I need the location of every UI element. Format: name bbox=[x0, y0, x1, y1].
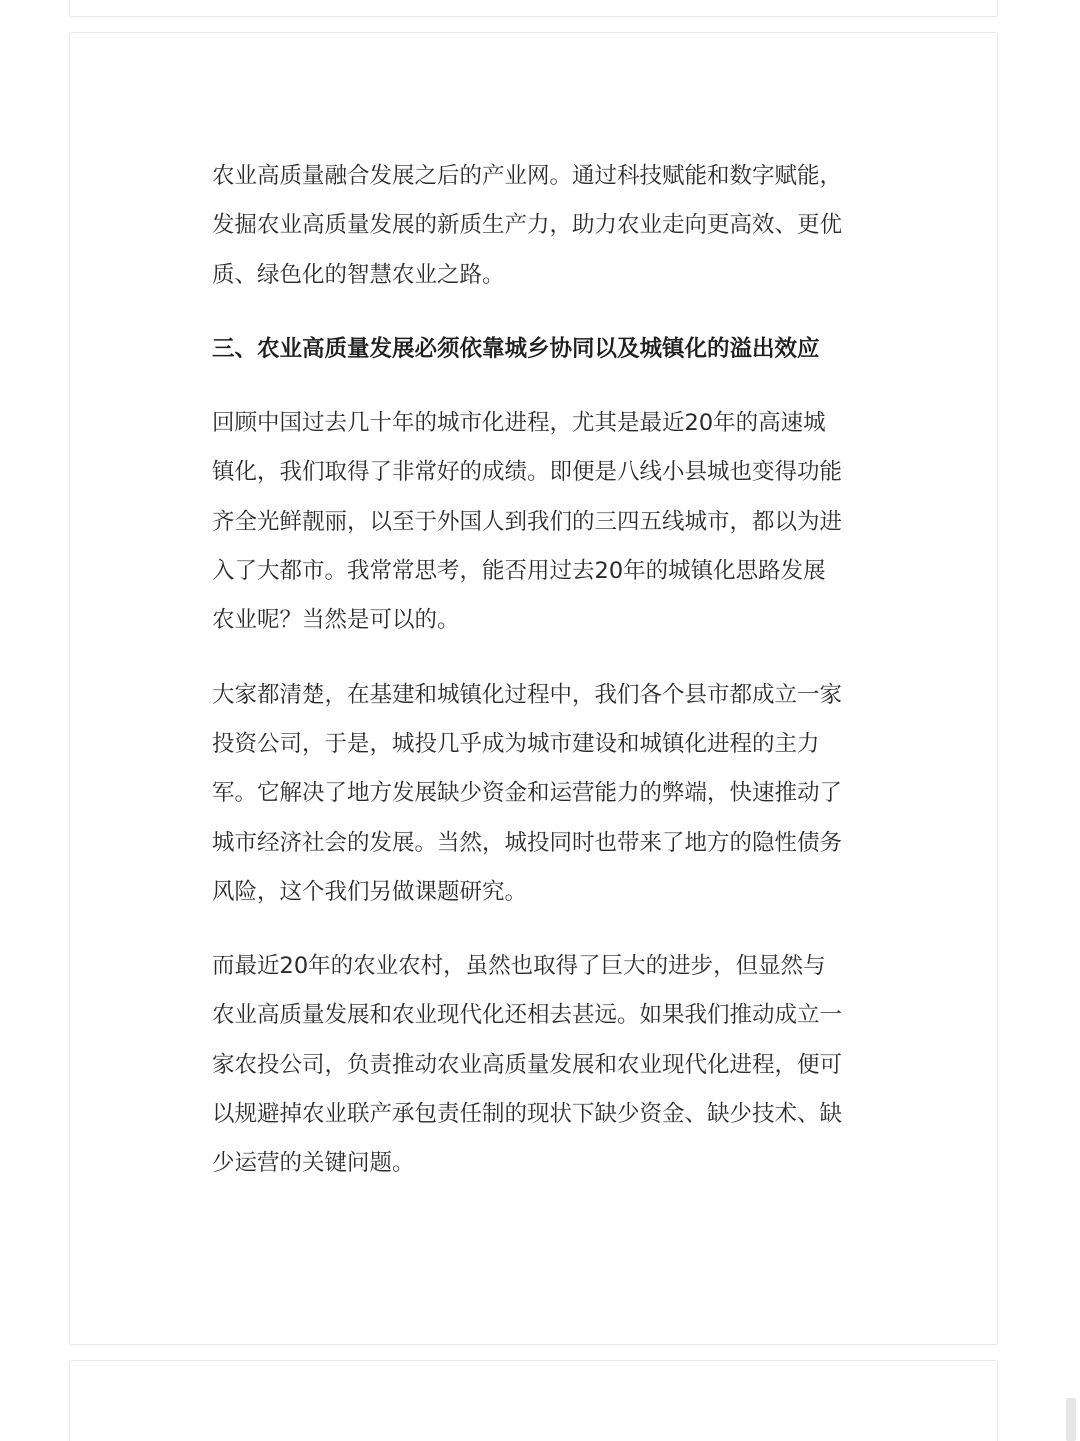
paragraph: 回顾中国过去几十年的城市化进程，尤其是最近20年的高速城镇化，我们取得了非常好的成绩。即便是八线小县城也变得功能齐全光鲜靓丽，以至于外国人到我们的三四五线城市，都以为进入了大都市。我常常思考，能否用过去20年的城镇化思路发展农业呢？当然是可以的。 bbox=[212, 410, 843, 634]
paragraph: 大家都清楚，在基建和城镇化过程中，我们各个县市都成立一家投资公司，于是，城投几乎成为城市建设和城镇化进程的主力军。它解决了地方发展缺少资金和运营能力的弊端，快速推动了城市经济社会的发展。当然，城投同时也带来了地方的隐性债务风险，这个我们另做课题研究。 bbox=[212, 681, 843, 905]
section-heading: 三、农业高质量发展必须依靠城乡协同以及城镇化的溢出效应 bbox=[212, 335, 820, 362]
previous-card bbox=[69, 0, 998, 17]
paragraph: 而最近20年的农业农村，虽然也取得了巨大的进步，但显然与农业高质量发展和农业现代化还相去甚远。如果我们推动成立一家农投公司，负责推动农业高质量发展和农业现代化进程，便可以规避掉农业联产承包责任制的现状下缺少资金、缺少技术、缺少运营的关键问题。 bbox=[212, 953, 843, 1177]
article-card bbox=[69, 32, 998, 1345]
scrollbar-thumb[interactable] bbox=[1066, 1398, 1076, 1441]
article-content bbox=[212, 152, 842, 1214]
paragraph: 农业高质量融合发展之后的产业网。通过科技赋能和数字赋能，发掘农业高质量发展的新质生产力，助力农业走向更高效、更优质、绿色化的智慧农业之路。 bbox=[212, 163, 843, 288]
next-card bbox=[69, 1360, 998, 1441]
